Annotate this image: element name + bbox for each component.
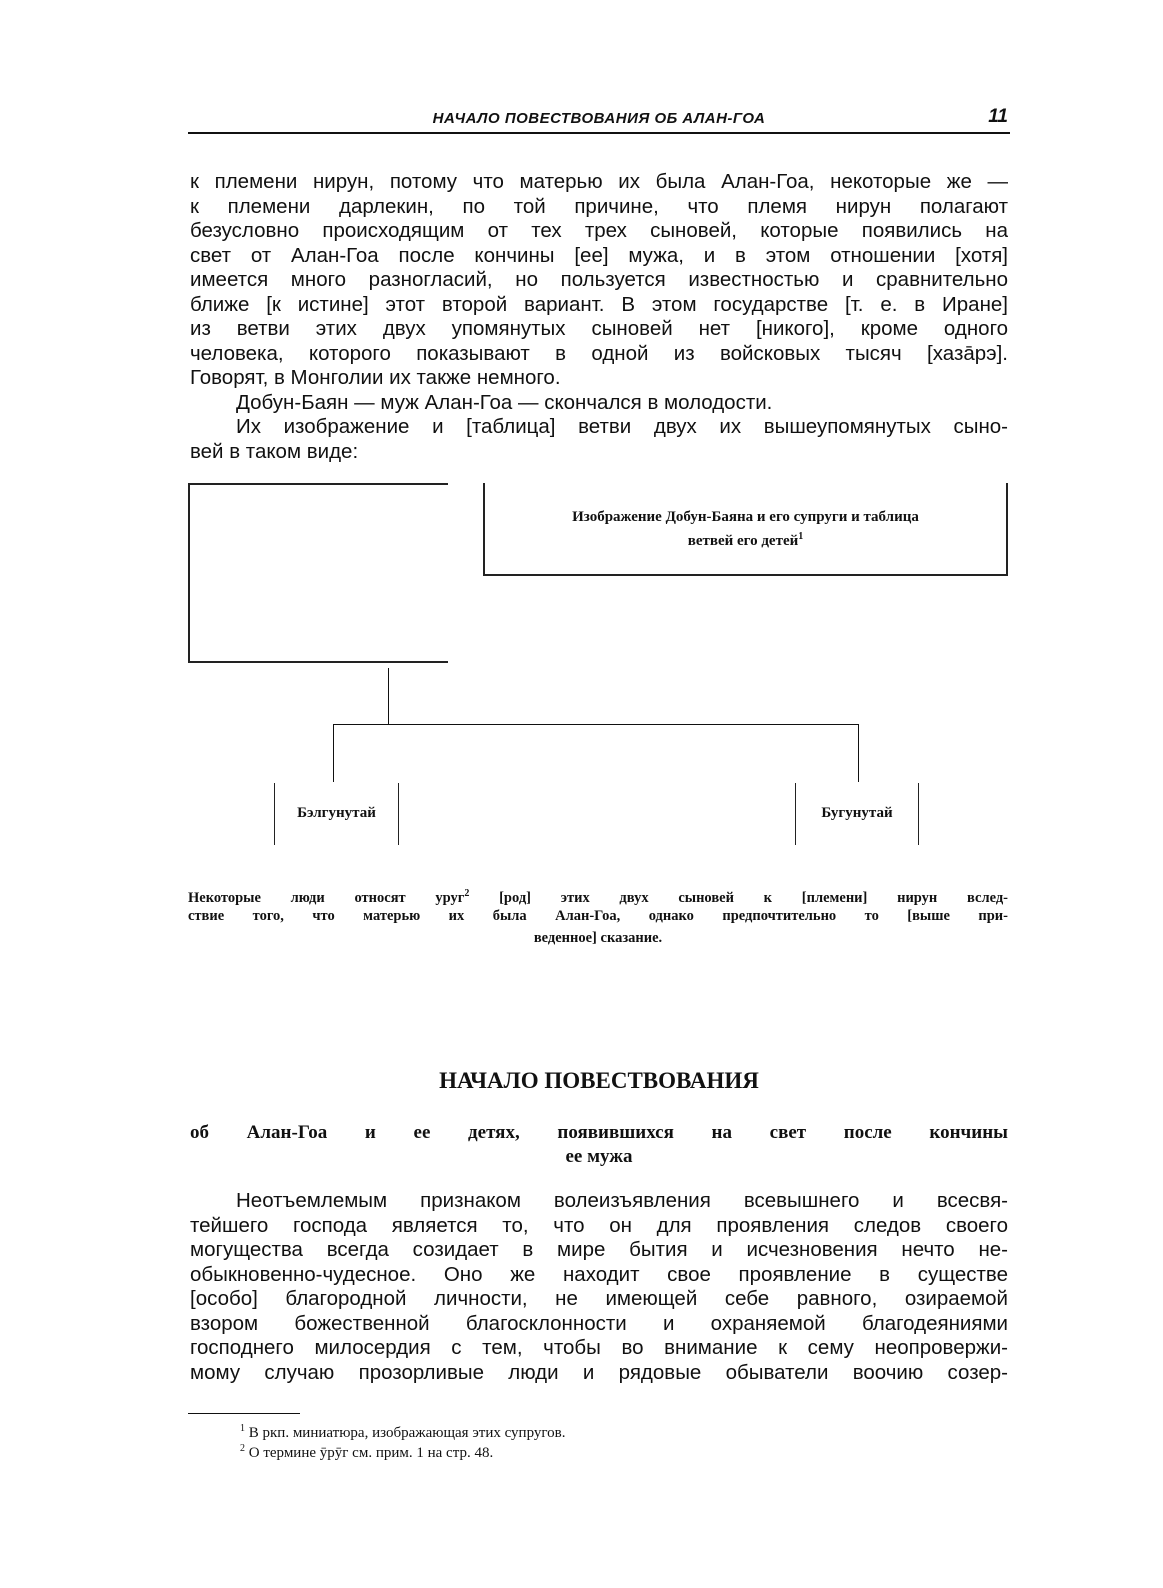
caption-text: Некоторые люди относят уруг [188,889,465,906]
text-line: из ветви этих двух упомянутых сыновей нет [никого], кроме одного [190,317,1008,340]
footnote-mark: 2 [240,1443,245,1454]
child-name-left: Бэлгунутай [297,805,376,821]
caption-line: веденное] сказание. [533,930,663,946]
text-line: мому случаю прозорливые люди и рядовые обыватели воочию созер- [190,1360,1008,1384]
running-title: НАЧАЛО ПОВЕСТВОВАНИЯ ОБ АЛАН-ГОА [432,110,766,127]
footnote-mark: 1 [240,1423,245,1434]
text-line: взором божественной благосклонности и охраняемой благодеяниями [190,1311,1008,1335]
text-line: [особо] благородной личности, не имеющей себе равного, озираемой [190,1287,1008,1310]
diagram-title-line: ветвей его детей [687,533,799,549]
page-number: 11 [988,106,1008,127]
caption-text: [род] этих двух сыновей к [племени] нирун вслед- [469,889,1008,906]
connector-line [333,724,334,782]
text-line: безусловно происходящим от тех трех сыновей, которые появились на [190,219,1008,242]
caption-line: ствие того, что матерью их была Алан-Гоа, однако предпочтительно то [выше при- [188,908,1008,924]
connector-line [388,668,389,725]
text-line: имеется много разногласий, но пользуется известностью и сравнительно [190,268,1008,291]
connector-line [858,724,859,782]
connector-line [333,724,859,725]
header-rule [188,132,1010,134]
footnote-text: В ркп. миниатюра, изображающая этих супругов. [245,1425,566,1441]
footnote-2 [240,1439,493,1463]
text-line: к племени дарлекин, по той причине, что племя нирун полагают [190,194,1008,218]
section-title: НАЧАЛО ПОВЕСТВОВАНИЯ [439,1068,759,1093]
miniature-placeholder-box [188,483,448,663]
footnote-text: О термине ӯрӯг см. прим. 1 на стр. 48. [245,1445,494,1461]
text-line: могущества всегда созидает в мире бытия и исчезновения нечто не- [190,1238,1008,1261]
text-line: Неотъемлемым признаком волеизъявления всевышнего и всесвя- [236,1189,1008,1212]
section-subtitle: об Алан-Гоа и ее детях, появившихся на свет после кончины [190,1122,1008,1143]
diagram-title [483,508,1008,551]
text-line: ближе [к истине] этот второй вариант. В этом государстве [т. е. в Иране] [190,292,1008,316]
section-subtitle: ее мужа [565,1146,633,1167]
running-header [190,106,1008,130]
footnote-mark: 1 [798,531,804,542]
text-line: человека, которого показывают в одной из войсковых тысяч [хазāрэ]. [190,341,1008,365]
text-line: Их изображение и [таблица] ветви двух их вышеупомянутых сыно- [236,415,1008,438]
diagram-title-line: Изображение Добун-Баяна и его супруги и таблица [572,509,919,525]
text-line: вей в таком виде: [190,439,359,463]
text-line: тейшего господа является то, что он для проявления следов своего [190,1213,1008,1237]
paragraph-2: Добун-Баян — муж Алан-Гоа — скончался в молодости. [236,390,773,414]
footnote-mark: 2 [464,888,470,899]
text-line: свет от Алан-Гоа после кончины [ее] мужа, и в этом отношении [хотя] [190,243,1008,267]
text-line: господнего милосердия с тем, чтобы во внимание к сему неопровержи- [190,1336,1008,1359]
child-name-right: Бугунутай [821,805,893,821]
text-line: к племени нирун, потому что матерью их была Алан-Гоа, некоторые же — [190,170,1008,193]
text-line: обыкновенно-чудесное. Оно же находит свое проявление в существе [190,1262,1008,1286]
text-line: Говорят, в Монголии их также немного. [190,366,561,389]
footnote-rule [188,1413,300,1414]
